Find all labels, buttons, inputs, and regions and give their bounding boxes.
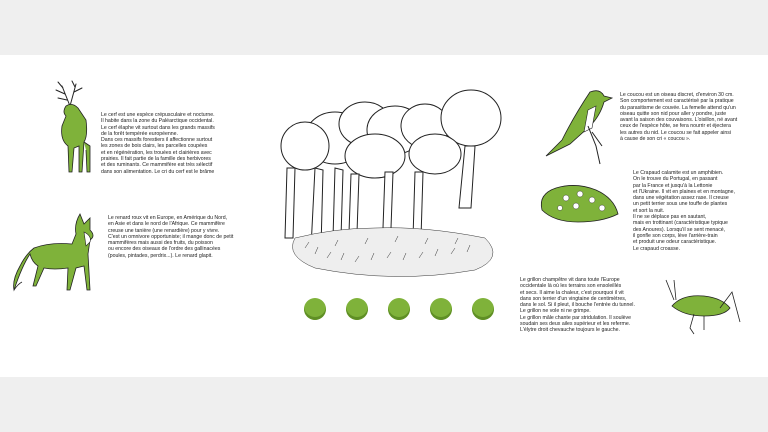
nav-dot-3[interactable] (388, 298, 410, 320)
nav-dot-2[interactable] (346, 298, 368, 320)
top-band (0, 0, 768, 55)
fox-icon[interactable] (10, 210, 106, 300)
deer-icon[interactable] (46, 80, 104, 180)
nav-dot-5[interactable] (472, 298, 494, 320)
cricket-description: Le grillon champêtre vit dans toute l'Europe occidentale là où les terrains son ensoleillés et secs. Il aime la chaleur, c'est pourquoi il vit dans son terrier d'un vingtaine de centimètres, dans le sol. Si il pleut, il bouche l'entrée du tunnel. Le grillon ne vole ni ne grimpe. Le grillon mâle chante par stridulation. Il soulève soudain ses deux ailes supérieur et les referme. L'élytre droit chevauche toujours le gauche. (520, 277, 635, 334)
nav-dot-4[interactable] (430, 298, 452, 320)
cuckoo-icon[interactable] (540, 86, 620, 166)
nav-dot-1[interactable] (304, 298, 326, 320)
fox-description: Le renard roux vit en Europe, en Amérique du Nord, en Asie et dans le nord de l'Afrique. Ce mammifère creuse une tanière (une renardière) pour y vivre. C'est un omnivore opportuniste; il mange donc de petit mammifères mais aussi des fruits, du poisson ou encore des oiseaux de l'ordre des gallinacées (poules, pintades, perdrix...). Le renard glapit. (108, 215, 234, 259)
cricket-icon[interactable] (664, 278, 742, 340)
bottom-band (0, 377, 768, 432)
toad-icon[interactable] (532, 180, 624, 226)
toad-description: Le Crapaud calamite est un amphibien. On le trouve du Portugal, en passant par la France et jusqu'à la Lettonie et l'Ukraine. Il vit en plaines et en montagne, dans une végétation assez rase. Il creuse un petit terrier sous une touffe de plantes et sort la nuit. Il ne se déplace pas en sautant, mais en trottinant (caractéristique typique des Anoures). Lorsqu'il se sent menacé, il gonfle son corps, lève l'arrière-train et produit une odeur caractéristique. Le crapaud croasse. (633, 170, 735, 252)
cuckoo-description: Le coucou est un oiseau discret, d'environ 30 cm. Son comportement est caractérisé par la pratique du parasitisme de couvée. La femelle attend qu'un oiseau quitte son nid pour aller y pondre, juste avant la saison des couvaisons. L'oisillon, né avant ceux de l'espèce hôte, se fera nourrir et éjectera les autres du nid. Le coucou se fait appeler ainsi à cause de son cri « coucou ». (620, 92, 738, 143)
deer-description: Le cerf est une espèce crépusculaire et nocturne. Il habite dans la zone du Paléarctique occidental. Le cerf élaphe vit surtout dans les grands massifs de la forêt tempérée européenne. Dans ces massifs forestiers il affectionne surtout les zones de bois clairs, les parcelles coupées et en régénération, les trouées et clairières avec prairies. Il fait partie de la famille des herbivores et des ruminants. Ce mammifère est très sélectif dans son alimentation. Le cri du cerf est le brâme (101, 112, 215, 175)
navigation-dots (304, 298, 494, 320)
forest-illustration (275, 88, 515, 288)
